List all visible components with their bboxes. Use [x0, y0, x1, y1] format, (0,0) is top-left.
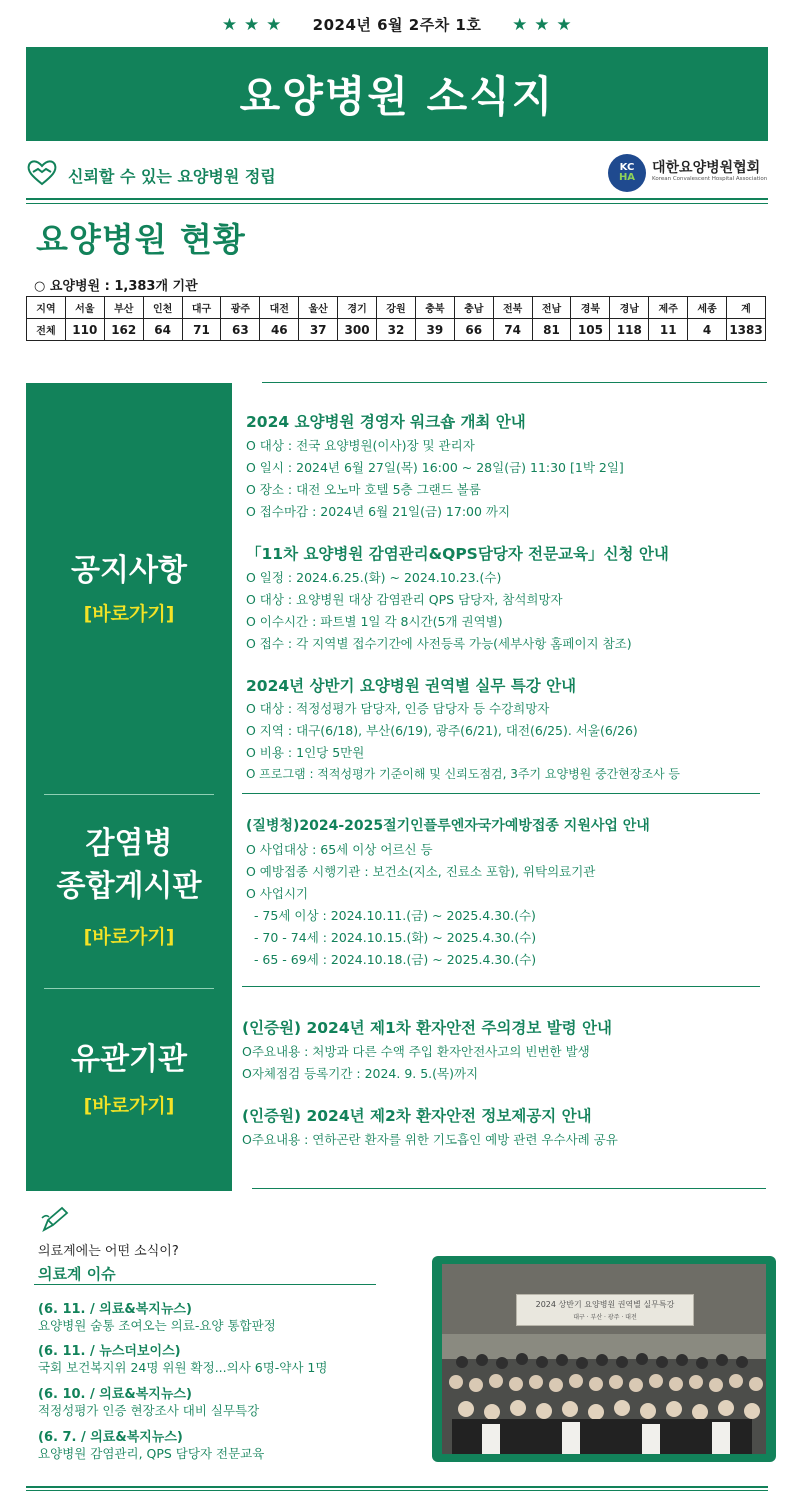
table-header-cell: 울산	[299, 297, 338, 319]
table-cell: 39	[415, 319, 454, 341]
divider	[242, 986, 760, 987]
pen-icon	[40, 1206, 70, 1232]
event-banner-text: 2024 상반기 요양병원 권역별 실무특강	[535, 1300, 675, 1309]
divider	[252, 1188, 766, 1189]
table-cell: 1383	[727, 319, 766, 341]
status-title: 요양병원 현황	[36, 220, 246, 259]
divider	[242, 793, 760, 794]
table-header-cell: 충남	[454, 297, 493, 319]
table-cell: 64	[143, 319, 182, 341]
infection-section-label: 감염병	[85, 826, 173, 861]
table-header-cell: 부산	[104, 297, 143, 319]
notice-title-infection-education[interactable]: 「11차 요양병원 감염관리&QPS담당자 전문교육」신청 안내	[246, 545, 669, 563]
related-notice-title-2[interactable]: (인증원) 2024년 제2차 환자안전 정보제공지 안내	[242, 1107, 592, 1125]
news-headline-link[interactable]: 국회 보건복지위 24명 위원 확정...의사 6명-약사 1명	[38, 1360, 328, 1375]
event-banner	[516, 1294, 694, 1326]
table-header-cell: 세종	[688, 297, 727, 319]
table-header-cell: 대전	[260, 297, 299, 319]
notice-detail: O 비용 : 1인당 5만원	[246, 745, 365, 760]
newsletter-title: 요양병원 소식지	[26, 47, 768, 141]
notice-detail: O 이수시간 : 파트별 1일 각 8시간(5개 권역별)	[246, 614, 503, 629]
notice-detail: O 대상 : 적정성평가 담당자, 인증 담당자 등 수강희망자	[246, 701, 550, 716]
news-source: (6. 7. / 의료&복지뉴스)	[38, 1430, 183, 1445]
table-cell: 74	[493, 319, 532, 341]
divider	[34, 1284, 376, 1285]
table-cell: 66	[454, 319, 493, 341]
issue-line	[0, 14, 794, 35]
table-cell: 118	[610, 319, 649, 341]
table-cell: 105	[571, 319, 610, 341]
issue-number: 2024년 6월 2주차 1호	[312, 16, 482, 34]
table-header-cell: 인천	[143, 297, 182, 319]
event-group-photo	[442, 1264, 766, 1454]
infection-detail: O 사업대상 : 65세 이상 어르신 등	[246, 842, 433, 857]
infection-detail: O 예방접종 시행기관 : 보건소(지소, 진료소 포함), 위탁의료기관	[246, 864, 596, 879]
stars-right-icon: ★ ★ ★	[512, 15, 573, 35]
news-headline-link[interactable]: 요양병원 숨통 조여오는 의료-요양 통합판정	[38, 1318, 276, 1333]
news-source: (6. 11. / 의료&복지뉴스)	[38, 1302, 192, 1317]
table-cell: 11	[649, 319, 688, 341]
table-header-cell: 경기	[338, 297, 377, 319]
table-header-cell: 지역	[27, 297, 66, 319]
notice-detail: O 지역 : 대구(6/18), 부산(6/19), 광주(6/21), 대전(6/25). 서울(6/26)	[246, 723, 638, 738]
tagline: 신뢰할 수 있는 요양병원 정립	[68, 167, 276, 186]
table-header-cell: 경북	[571, 297, 610, 319]
table-header-cell: 제주	[649, 297, 688, 319]
table-header-cell: 광주	[221, 297, 260, 319]
table-header-cell: 계	[727, 297, 766, 319]
kcha-logo-icon: KC HA	[608, 154, 646, 192]
table-row	[27, 319, 766, 341]
infection-detail: - 75세 이상 : 2024.10.11.(금) ~ 2025.4.30.(수)	[246, 908, 536, 923]
association-english-name: Korean Convalescent Hospital Association	[652, 176, 768, 182]
table-cell: 81	[532, 319, 571, 341]
table-cell: 전체	[27, 319, 66, 341]
table-cell: 4	[688, 319, 727, 341]
table-cell: 37	[299, 319, 338, 341]
news-source: (6. 11. / 뉴스더보이스)	[38, 1344, 181, 1359]
divider	[26, 1486, 768, 1491]
panel-divider	[44, 794, 214, 795]
related-notice-title-1[interactable]: (인증원) 2024년 제1차 환자안전 주의경보 발령 안내	[242, 1019, 612, 1037]
handshake-heart-icon	[26, 158, 58, 186]
table-header-cell: 강원	[377, 297, 416, 319]
association-name: 대한요양병원협회	[652, 160, 761, 176]
section-nav-panel	[26, 383, 232, 1191]
table-cell: 300	[338, 319, 377, 341]
related-shortcut-link[interactable]: [바로가기]	[83, 1095, 175, 1117]
table-header-cell: 서울	[65, 297, 104, 319]
table-cell: 71	[182, 319, 221, 341]
tagline-row	[26, 150, 768, 196]
region-table	[26, 296, 766, 341]
notice-section-label: 공지사항	[71, 553, 187, 588]
association-logo[interactable]	[608, 154, 768, 192]
news-source: (6. 10. / 의료&복지뉴스)	[38, 1387, 192, 1402]
divider	[26, 198, 768, 204]
news-subtitle: 의료계에는 어떤 소식이?	[38, 1244, 179, 1259]
notice-title-lecture[interactable]: 2024년 상반기 요양병원 권역별 실무 특강 안내	[246, 677, 577, 695]
news-headline-link[interactable]: 적정성평가 인증 현장조사 대비 실무특강	[38, 1403, 260, 1418]
infection-notice-title[interactable]: (질병청)2024-2025절기인플루엔자국가예방접종 지원사업 안내	[246, 818, 650, 834]
table-cell: 63	[221, 319, 260, 341]
table-cell: 46	[260, 319, 299, 341]
divider	[262, 382, 767, 383]
related-section-label: 유관기관	[71, 1042, 187, 1077]
table-header-cell: 경남	[610, 297, 649, 319]
event-photo-frame	[432, 1256, 776, 1462]
notice-detail: O 접수마감 : 2024년 6월 21일(금) 17:00 까지	[246, 504, 511, 519]
table-header-cell: 충북	[415, 297, 454, 319]
infection-detail: - 65 - 69세 : 2024.10.18.(금) ~ 2025.4.30.(수)	[246, 952, 537, 967]
infection-shortcut-link[interactable]: [바로가기]	[83, 926, 175, 948]
notice-detail: O 일시 : 2024년 6월 27일(목) 16:00 ~ 28일(금) 11:30 [1박 2일]	[246, 460, 624, 475]
notice-detail: O 대상 : 전국 요양병원(이사)장 및 관리자	[246, 438, 475, 453]
notice-title-workshop[interactable]: 2024 요양병원 경영자 워크숍 개최 안내	[246, 413, 526, 431]
infection-section-label-2: 종합게시판	[56, 869, 202, 904]
table-header-row	[27, 297, 766, 319]
table-cell: 110	[65, 319, 104, 341]
table-cell: 162	[104, 319, 143, 341]
table-header-cell: 대구	[182, 297, 221, 319]
related-detail: O주요내용 : 연하곤란 환자를 위한 기도흡인 예방 관련 우수사례 공유	[242, 1132, 618, 1147]
notice-detail: O 일정 : 2024.6.25.(화) ~ 2024.10.23.(수)	[246, 570, 502, 585]
infection-detail: O 사업시기	[246, 886, 309, 901]
table-header-cell: 전남	[532, 297, 571, 319]
notice-detail: O 대상 : 요양병원 대상 감염관리 QPS 담당자, 참석희망자	[246, 592, 563, 607]
table-header-cell: 전북	[493, 297, 532, 319]
hospital-count: ○ 요양병원 : 1,383개 기관	[34, 279, 198, 294]
stars-left-icon: ★ ★ ★	[221, 15, 282, 35]
related-detail: O자체점검 등록기간 : 2024. 9. 5.(목)까지	[242, 1066, 479, 1081]
notice-detail: O 프로그램 : 적적성평가 기준이해 및 신뢰도점검, 3주기 요양병원 중간현장조사 등	[246, 767, 681, 781]
notice-detail: O 접수 : 각 지역별 접수기간에 사전등록 가능(세부사항 홈페이지 참조)	[246, 636, 632, 651]
notice-detail: O 장소 : 대전 오노마 호텔 5층 그랜드 볼룸	[246, 482, 481, 497]
news-title: 의료계 이슈	[38, 1265, 116, 1283]
event-banner-subtext: 대구 · 부산 · 광주 · 대전	[573, 1314, 637, 1321]
news-headline-link[interactable]: 요양병원 감염관리, QPS 담당자 전문교육	[38, 1446, 265, 1461]
table-cell: 32	[377, 319, 416, 341]
infection-detail: - 70 - 74세 : 2024.10.15.(화) ~ 2025.4.30.(수)	[246, 930, 537, 945]
panel-divider	[44, 988, 214, 989]
related-detail: O주요내용 : 처방과 다른 수액 주입 환자안전사고의 빈번한 발생	[242, 1044, 590, 1059]
group-photo-illustration	[442, 1264, 766, 1454]
notice-shortcut-link[interactable]: [바로가기]	[83, 603, 175, 625]
